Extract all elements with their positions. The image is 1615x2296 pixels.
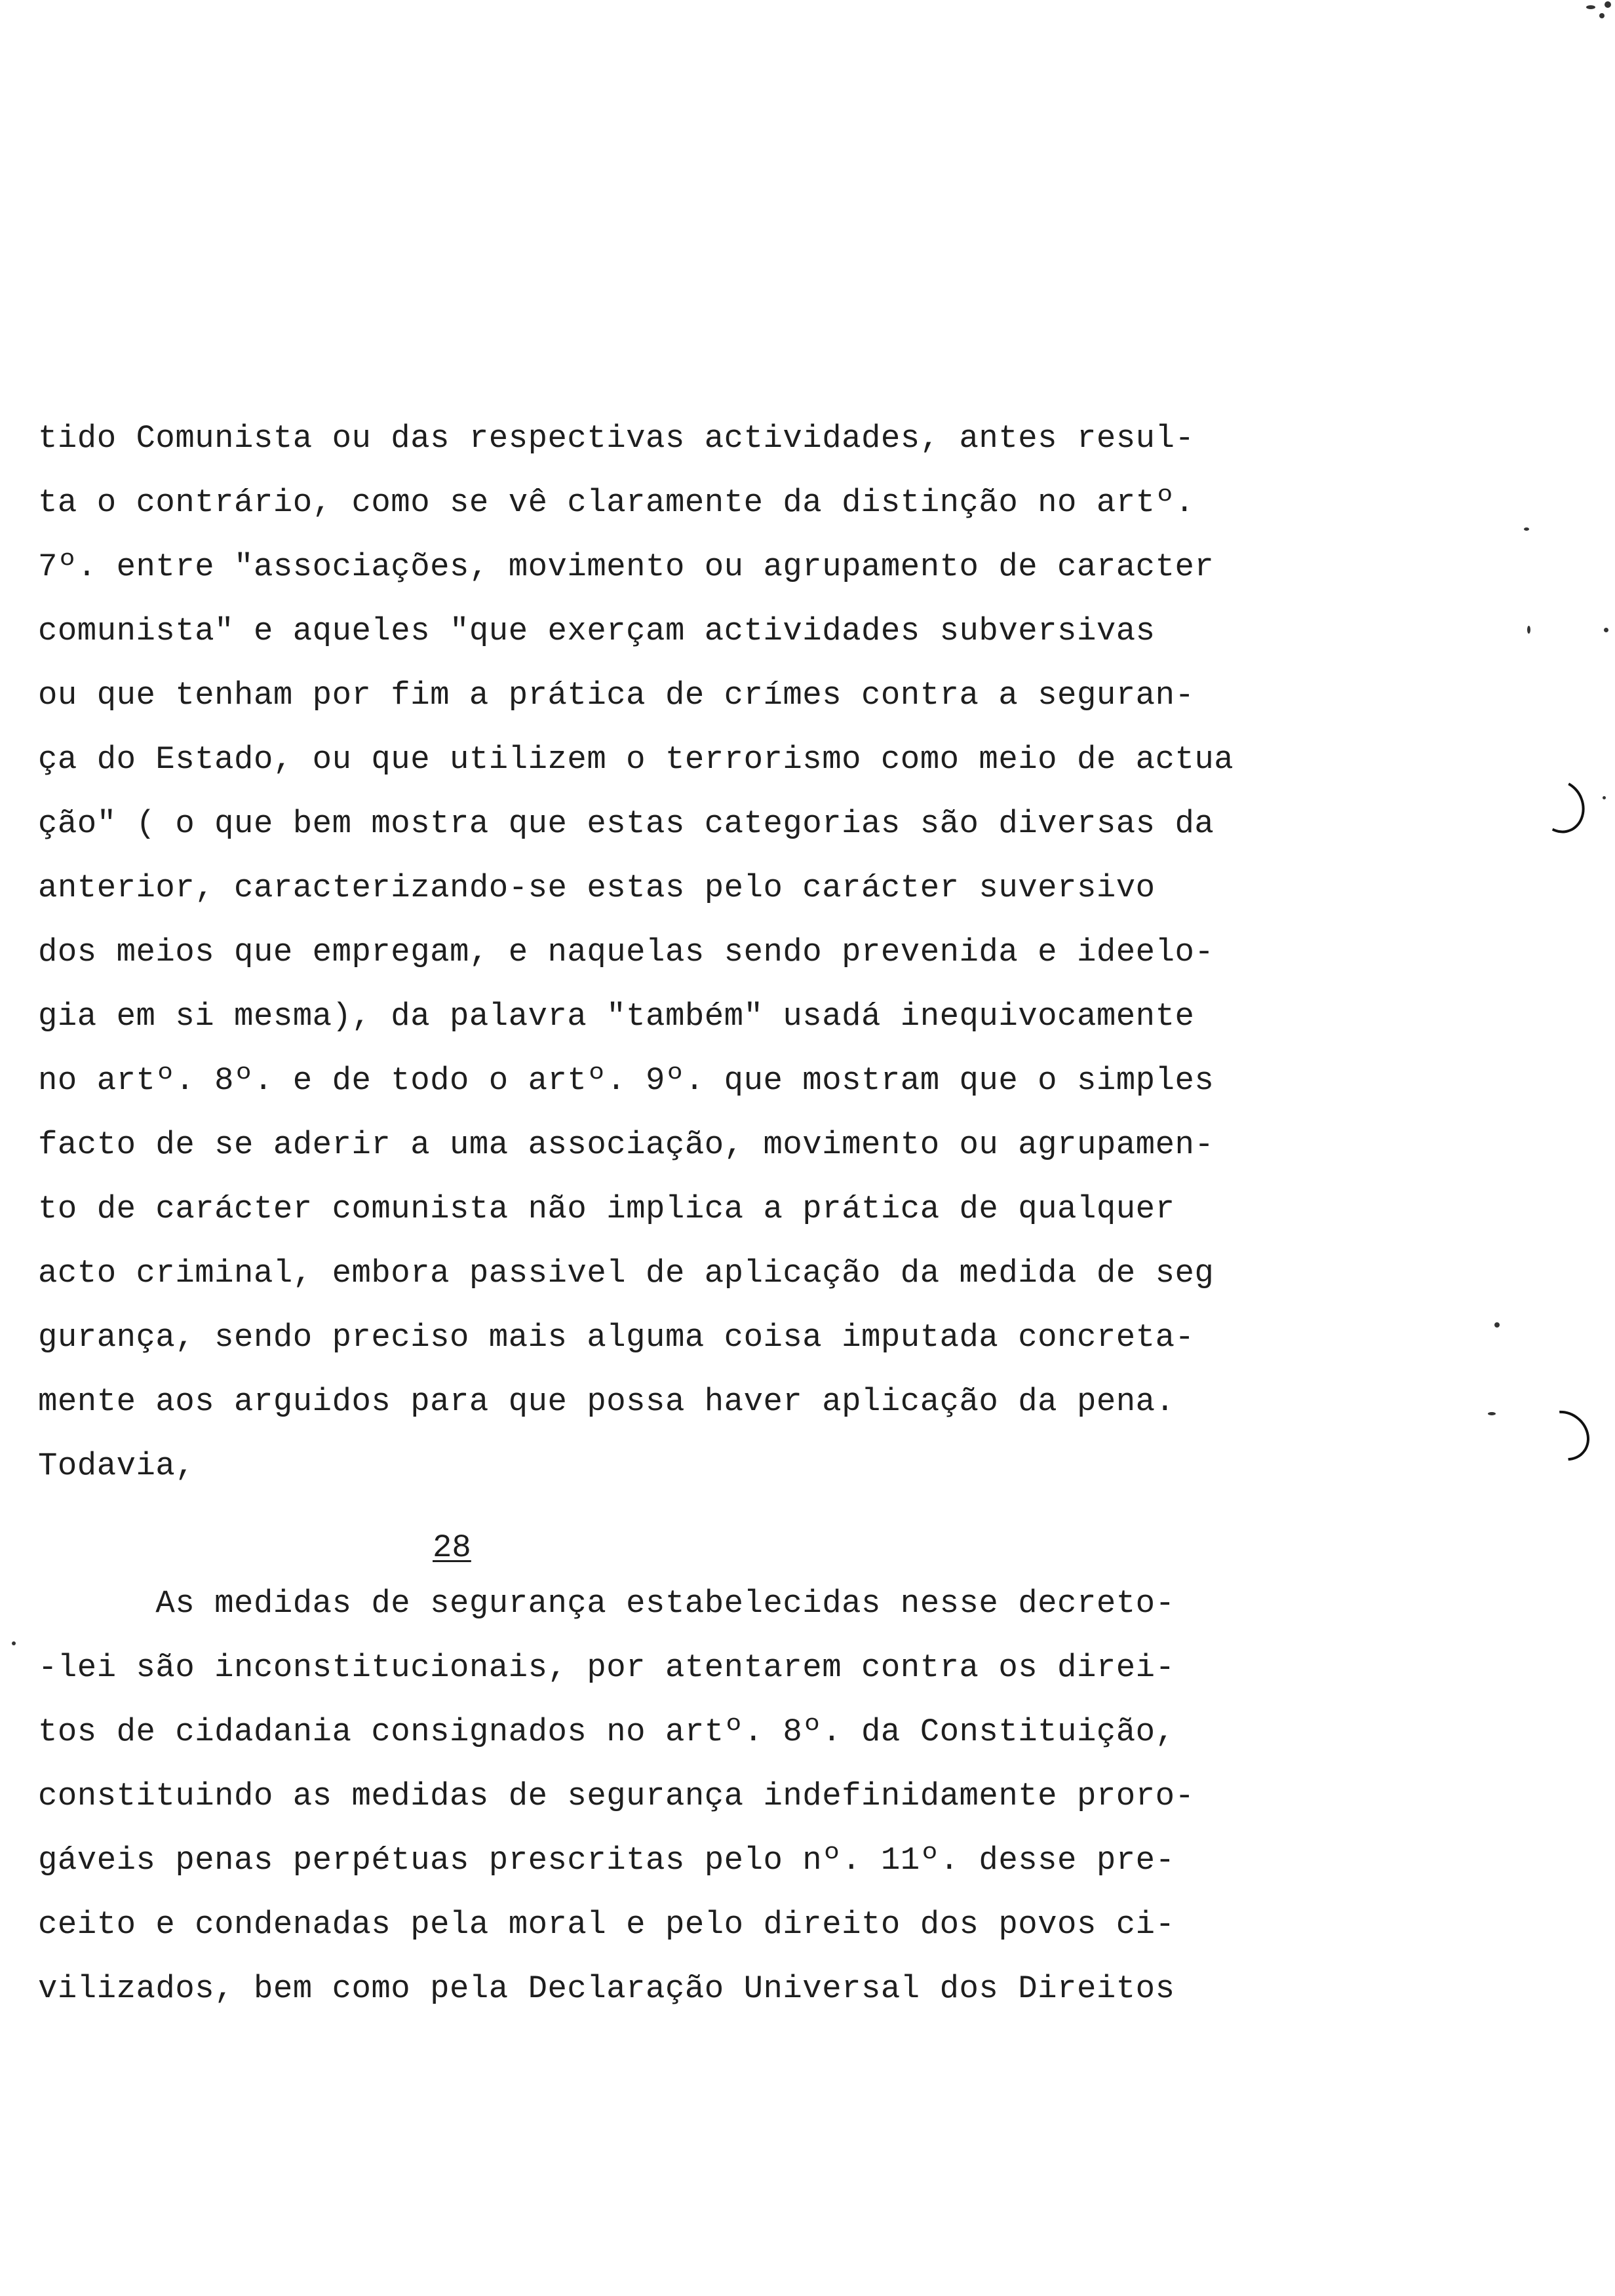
scan-speck [1603, 796, 1606, 799]
punch-hole-mark [1529, 773, 1592, 840]
text-line: 7º. entre "associações, movimento ou agrupamento de caracter [38, 548, 1215, 585]
text-line: ção" ( o que bem mostra que estas categorias são diversas da [38, 805, 1215, 842]
text-line: As medidas de segurança estabelecidas nesse decreto- [38, 1585, 1175, 1622]
scan-speck [1527, 626, 1530, 634]
text-line: no artº. 8º. e de todo o artº. 9º. que mostram que o simples [38, 1062, 1215, 1099]
text-line: constituindo as medidas de segurança indefinidamente proro- [38, 1778, 1195, 1814]
text-line: mente aos arguidos para que possa haver aplicação da pena. [38, 1383, 1175, 1420]
text-line: ceito e condenadas pela moral e pelo direito dos povos ci- [38, 1906, 1175, 1943]
scan-speck [1605, 1, 1611, 8]
text-line: -lei são inconstitucionais, por atentarem contra os direi- [38, 1649, 1175, 1686]
text-line: facto de se aderir a uma associação, movimento ou agrupamen- [38, 1126, 1215, 1163]
text-line: tido Comunista ou das respectivas actividades, antes resul- [38, 420, 1195, 457]
text-line: ta o contrário, como se vê claramente da distinção no artº. [38, 484, 1195, 521]
text-line: gurança, sendo preciso mais alguma coisa imputada concreta- [38, 1319, 1195, 1356]
punch-hole-mark [1528, 1400, 1599, 1471]
section-number: 28 [433, 1529, 471, 1566]
scan-speck [1599, 13, 1605, 18]
scan-speck [12, 1641, 16, 1645]
text-line: gáveis penas perpétuas prescritas pelo nº. 11º. desse pre- [38, 1842, 1175, 1879]
text-line: gia em si mesma), da palavra "também" usadá inequivocamente [38, 998, 1195, 1035]
text-line: Todavia, [38, 1447, 195, 1484]
scan-speck [1488, 1412, 1496, 1415]
text-line: vilizados, bem como pela Declaração Universal dos Direitos [38, 1970, 1175, 2007]
text-line: comunista" e aqueles "que exerçam actividades subversivas [38, 613, 1156, 649]
scan-speck [1586, 5, 1595, 9]
text-line: to de carácter comunista não implica a prática de qualquer [38, 1191, 1175, 1227]
text-line: anterior, caracterizando-se estas pelo carácter suversivo [38, 870, 1156, 906]
text-line: acto criminal, embora passivel de aplicação da medida de seg [38, 1255, 1215, 1292]
text-line: tos de cidadania consignados no artº. 8º. da Constituição, [38, 1713, 1175, 1750]
paragraph-2 [38, 1571, 1257, 2021]
scan-speck [1524, 527, 1529, 531]
text-line: dos meios que empregam, e naquelas sendo prevenida e ideelo- [38, 934, 1215, 970]
paragraph-1 [38, 406, 1257, 1498]
scan-speck [1494, 1322, 1500, 1328]
text-line: ça do Estado, ou que utilizem o terrorismo como meio de actua [38, 741, 1234, 778]
scan-speck [1604, 628, 1608, 632]
text-line: ou que tenham por fim a prática de crímes contra a seguran- [38, 677, 1195, 714]
